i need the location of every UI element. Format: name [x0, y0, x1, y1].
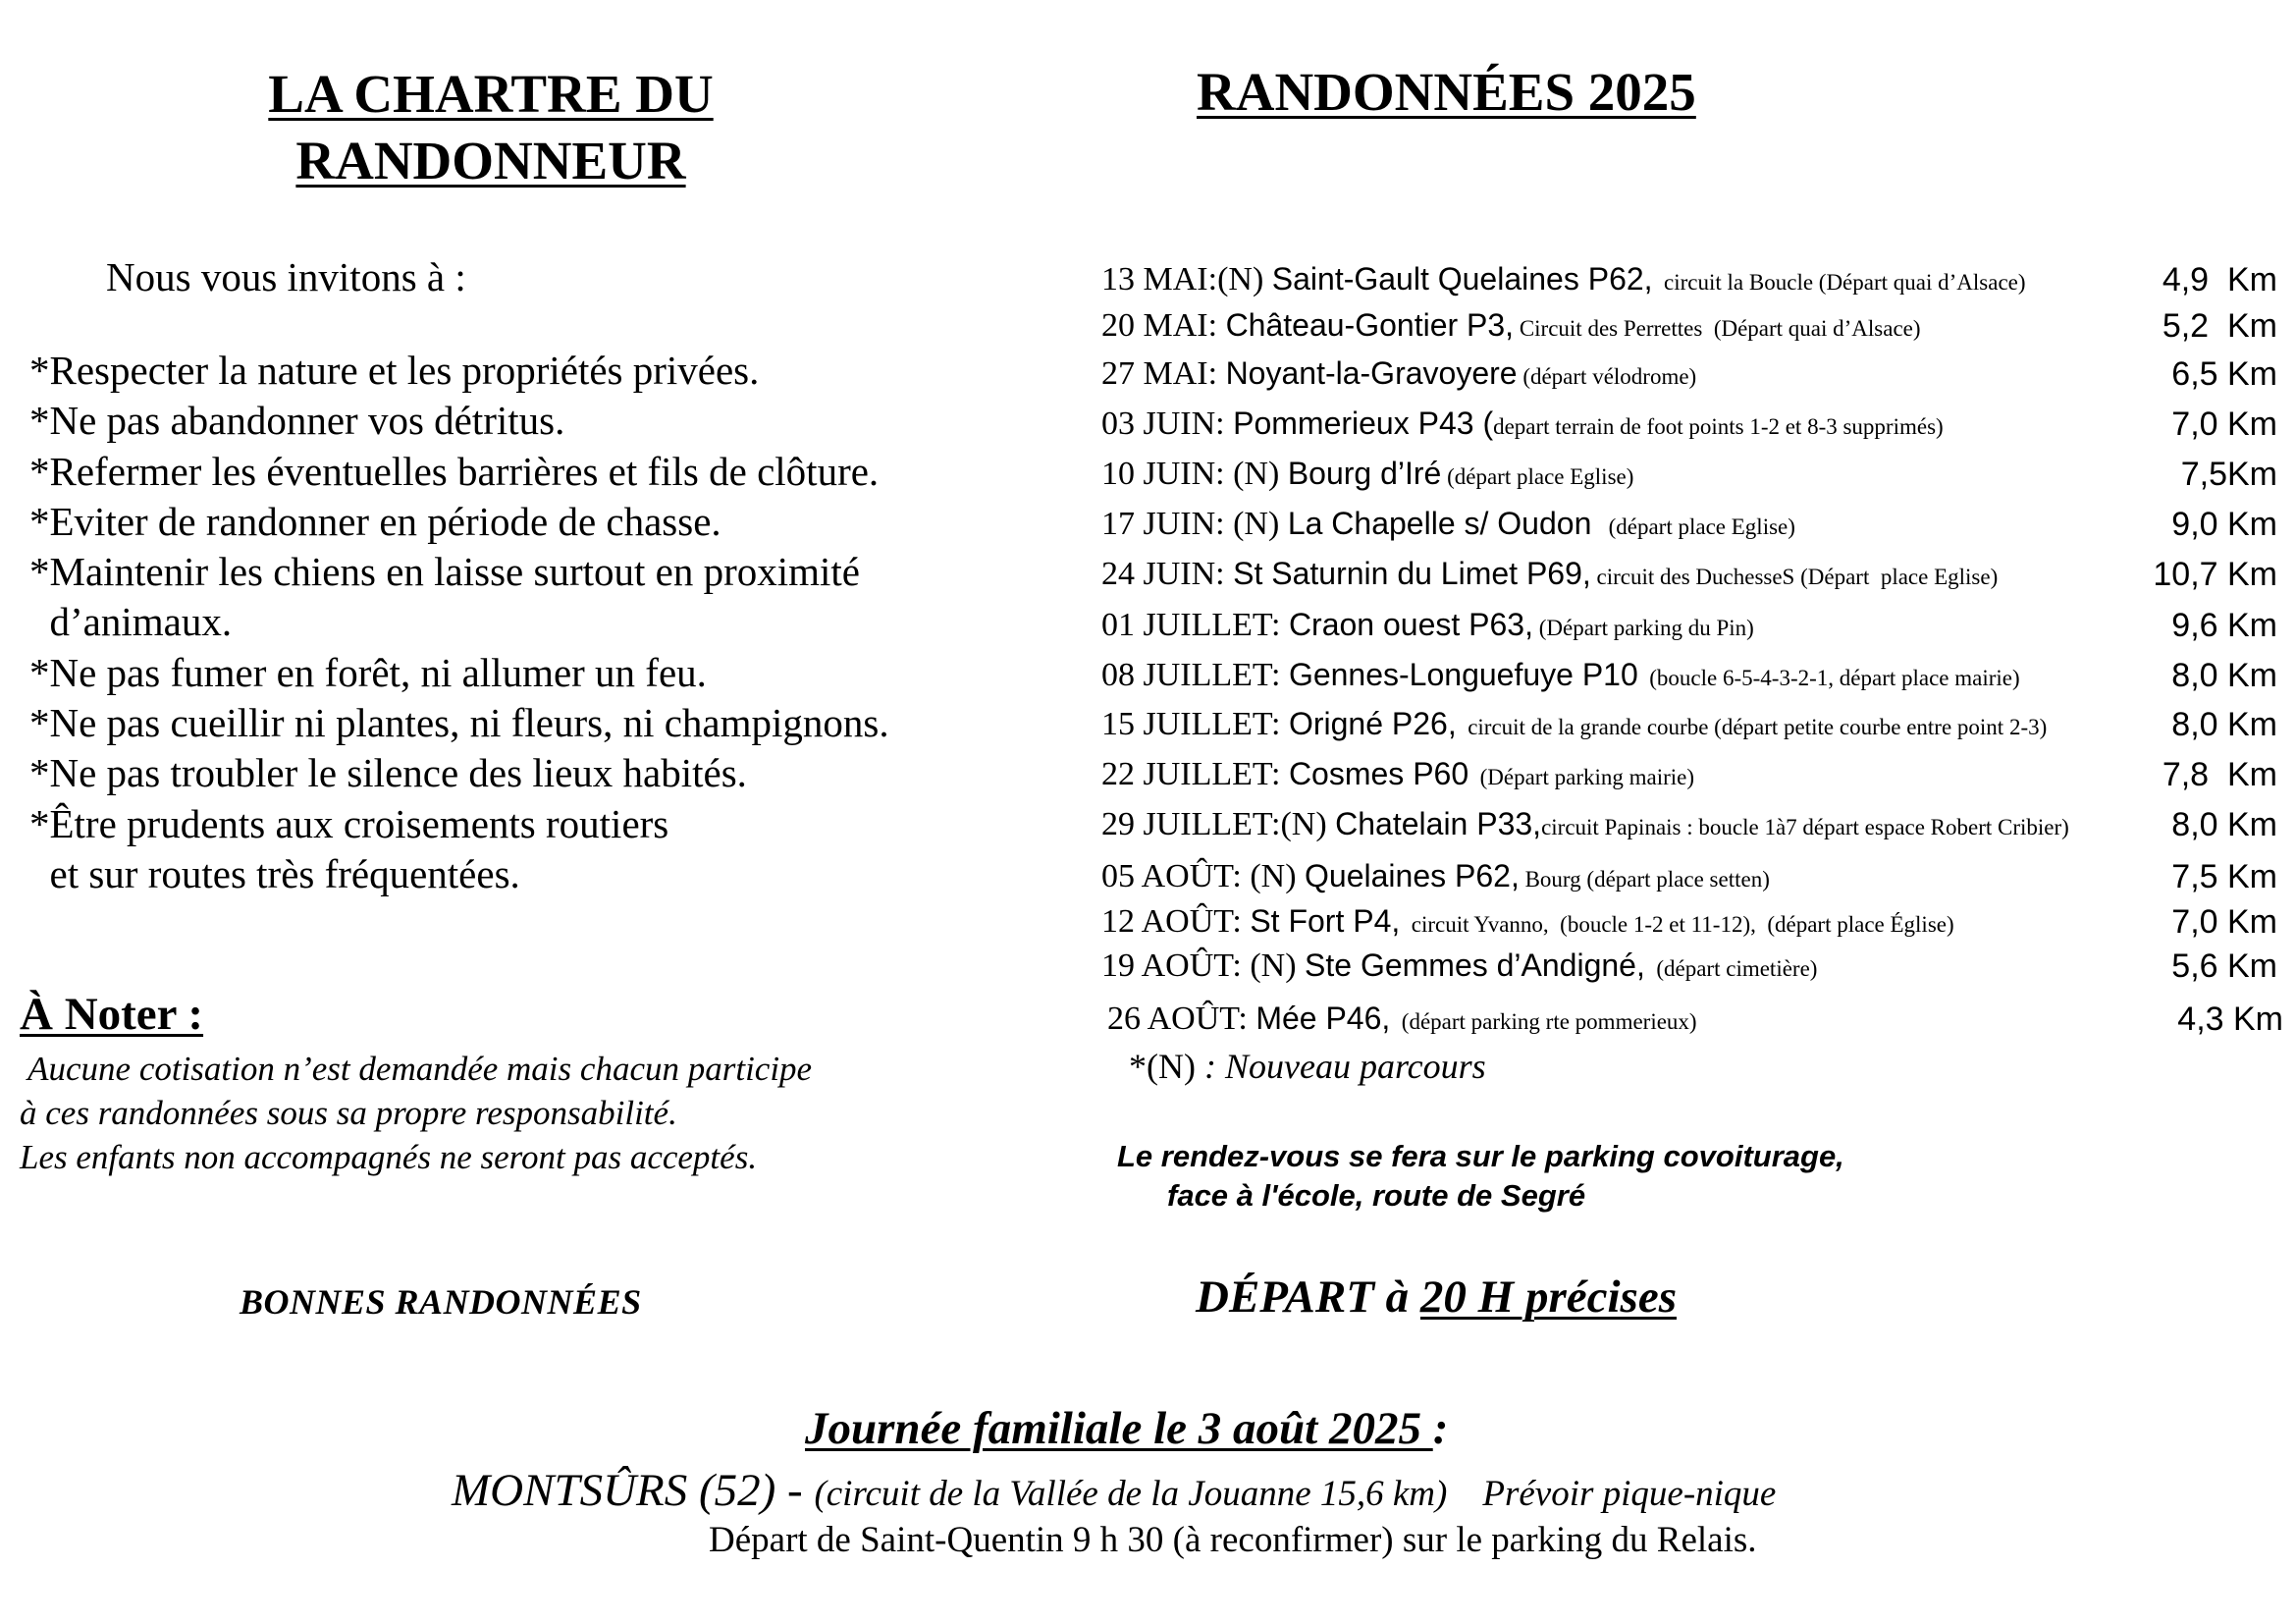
hike-distance: 7,0 Km [2171, 903, 2277, 941]
hike-details: circuit Papinais : boucle 1à7 départ espace Robert Cribier) [1541, 815, 2069, 839]
hike-details: (départ cimetière) [1644, 956, 1818, 981]
hike-place: Noyant-la-Gravoyere [1225, 355, 1518, 391]
hike-description [1101, 406, 1944, 443]
hike-new-marker: (N) [1250, 947, 1306, 984]
note-title: À Noter : [20, 989, 204, 1040]
hike-place: La Chapelle s/ Oudon [1287, 506, 1592, 541]
hike-details: depart terrain de foot points 1-2 et 8-3 supprimés) [1493, 414, 1944, 439]
hike-date: 24 JUIN: [1101, 556, 1234, 592]
hike-new-marker: (N) [1233, 506, 1288, 542]
hike-description [1101, 456, 1633, 493]
hike-place: Mée P46, [1255, 1001, 1391, 1036]
note-line: Aucune cotisation n’est demandée mais chacun participe [20, 1050, 813, 1088]
hike-date: 08 JUILLET: [1101, 657, 1289, 693]
departure-hour: 20 H précises [1419, 1271, 1677, 1323]
hike-details: circuit de la grande courbe (départ petite courbe entre point 2-3) [1456, 715, 2048, 739]
hike-row [1101, 307, 2277, 354]
charter-rule: d’animaux. [29, 599, 233, 645]
meeting-point [1117, 1137, 1844, 1216]
hike-details: (départ place Eglise) [1591, 514, 1795, 539]
hike-description [1101, 706, 2047, 743]
hike-row [1101, 355, 2277, 403]
hike-new-marker: (N) [1233, 456, 1288, 492]
hike-row [1101, 858, 2277, 905]
hike-date: 17 JUIN: [1101, 506, 1234, 542]
family-day-circuit: (circuit de la Vallée de la Jouanne 15,6 km) [814, 1474, 1448, 1514]
charter-rule: et sur routes très fréquentées. [29, 850, 520, 896]
family-day-location-line [452, 1464, 1776, 1517]
legend-text: : Nouveau parcours [1195, 1047, 1486, 1086]
hike-date: 22 JUILLET: [1101, 756, 1289, 792]
hike-date: 15 JUILLET: [1101, 706, 1289, 742]
hike-description [1101, 607, 1754, 644]
hike-description [1107, 1001, 1697, 1038]
hike-row [1101, 456, 2277, 503]
hike-row [1101, 756, 2277, 803]
legend-marker: *(N) [1129, 1047, 1196, 1086]
family-day-title [805, 1402, 1448, 1455]
hike-details: (départ parking rte pommerieux) [1390, 1009, 1697, 1034]
hike-description [1101, 806, 2069, 843]
hike-row [1101, 947, 2277, 995]
hike-place: Ste Gemmes d’Andigné, [1305, 947, 1645, 983]
hike-distance: 7,0 Km [2171, 406, 2277, 443]
hike-row [1101, 706, 2277, 753]
hike-date: 03 JUIN: [1101, 406, 1234, 442]
hike-distance: 5,6 Km [2171, 947, 2277, 985]
charter-rules-list [29, 346, 889, 899]
hike-row [1101, 506, 2277, 553]
hike-distance: 7,5Km [2180, 456, 2277, 493]
hike-row [1101, 261, 2277, 308]
family-day-title-colon: : [1432, 1403, 1449, 1454]
note-line: à ces randonnées sous sa propre responsabilité. [20, 1094, 677, 1132]
hike-place: Gennes-Longuefuye P10 [1288, 657, 1638, 692]
charter-rule: *Ne pas troubler le silence des lieux habités. [29, 750, 747, 796]
hike-place: Chatelain P33, [1335, 806, 1542, 841]
family-day-title-text: Journée familiale le 3 août 2025 [805, 1403, 1433, 1454]
family-day-picnic: Prévoir pique-nique [1482, 1474, 1777, 1514]
closing-wish: BONNES RANDONNÉES [240, 1282, 642, 1322]
hike-description [1101, 947, 1817, 985]
hike-distance: 6,5 Km [2171, 355, 2277, 393]
hike-description [1101, 903, 1954, 941]
hike-row [1101, 657, 2277, 704]
hike-description [1101, 261, 2026, 298]
hike-details: circuit des DuchesseS (Départ place Eglise) [1590, 565, 1999, 589]
hike-new-marker: (N) [1280, 806, 1336, 842]
charter-rule: *Eviter de randonner en période de chasse. [29, 498, 721, 544]
charter-rule: *Ne pas cueillir ni plantes, ni fleurs, ni champignons. [29, 700, 889, 746]
hike-distance: 7,5 Km [2171, 858, 2277, 895]
hike-place: Craon ouest P63, [1288, 607, 1533, 642]
hike-place: Saint-Gault Quelaines P62, [1271, 261, 1653, 297]
charter-title-line2: RANDONNEUR [295, 131, 686, 190]
charter-title-line1: LA CHARTRE DU [268, 64, 714, 124]
charter-rule: *Refermer les éventuelles barrières et fils de clôture. [29, 448, 880, 494]
hike-date: 19 AOÛT: [1101, 947, 1251, 984]
hike-details: Circuit des Perrettes (Départ quai d’Alsace) [1514, 316, 1921, 341]
hike-distance: 5,2 Km [2162, 307, 2277, 345]
note-text [20, 1047, 812, 1179]
note-line: Les enfants non accompagnés ne seront pas acceptés. [20, 1138, 758, 1176]
hike-row [1101, 556, 2277, 603]
hike-details: (Départ parking mairie) [1468, 765, 1695, 789]
schedule-title: RANDONNÉES 2025 [1197, 62, 1696, 122]
legend [1129, 1046, 1486, 1087]
hike-distance: 10,7 Km [2153, 556, 2277, 593]
hike-place: St Saturnin du Limet P69, [1233, 556, 1591, 591]
hike-description [1101, 756, 1694, 793]
hike-date: 20 MAI: [1101, 307, 1226, 344]
hike-row [1101, 607, 2277, 654]
hike-place: Cosmes P60 [1288, 756, 1469, 791]
hike-date: 01 JUILLET: [1101, 607, 1289, 643]
hike-distance: 8,0 Km [2171, 806, 2277, 843]
hike-place: Pommerieux P43 ( [1233, 406, 1494, 441]
hike-row [1101, 406, 2277, 453]
hike-distance: 9,0 Km [2171, 506, 2277, 543]
charter-rule: *Être prudents aux croisements routiers [29, 800, 669, 846]
family-day-departure: Départ de Saint-Quentin 9 h 30 (à reconfirmer) sur le parking du Relais. [709, 1520, 1757, 1560]
hike-place: Bourg d’Iré [1287, 456, 1442, 491]
hike-new-marker: (N) [1217, 261, 1272, 298]
charter-rule: *Ne pas fumer en forêt, ni allumer un feu. [29, 649, 707, 695]
hike-date: 27 MAI: [1101, 355, 1226, 392]
hike-distance: 8,0 Km [2171, 706, 2277, 743]
hike-details: circuit la Boucle (Départ quai d’Alsace) [1652, 270, 2026, 295]
hike-distance: 4,9 Km [2162, 261, 2277, 298]
hike-details: (boucle 6-5-4-3-2-1, départ place mairie) [1637, 666, 2020, 690]
hike-date: 10 JUIN: [1101, 456, 1234, 492]
meeting-line-1: Le rendez-vous se fera sur le parking covoiturage, [1117, 1139, 1844, 1173]
charter-title [196, 61, 785, 194]
hike-date: 26 AOÛT: [1107, 1001, 1256, 1037]
hike-distance: 7,8 Km [2162, 756, 2277, 793]
hike-details: Bourg (départ place setten) [1519, 867, 1770, 892]
hike-description [1101, 556, 1998, 593]
family-day-location: MONTSÛRS (52) - [452, 1465, 815, 1516]
hike-description [1101, 506, 1795, 543]
hike-row [1107, 1001, 2283, 1048]
hike-place: St Fort P4, [1250, 903, 1401, 939]
hike-distance: 8,0 Km [2171, 657, 2277, 694]
hike-new-marker: (N) [1250, 858, 1306, 894]
charter-intro: Nous vous invitons à : [106, 254, 466, 299]
charter-rule: *Respecter la nature et les propriétés privées. [29, 348, 760, 393]
hike-details: (départ place Eglise) [1441, 464, 1634, 489]
hike-date: 29 JUILLET: [1101, 806, 1281, 842]
hike-place: Château-Gontier P3, [1225, 307, 1515, 343]
hike-date: 13 MAI: [1101, 261, 1218, 298]
hike-date: 05 AOÛT: [1101, 858, 1251, 894]
hike-description [1101, 307, 1921, 345]
hike-row [1101, 903, 2277, 950]
hike-row [1101, 806, 2277, 853]
hike-details: (départ vélodrome) [1517, 364, 1697, 389]
charter-rule: *Maintenir les chiens en laisse surtout en proximité [29, 549, 861, 595]
hike-place: Origné P26, [1288, 706, 1457, 741]
departure-prefix: DÉPART à [1196, 1271, 1420, 1323]
hike-description [1101, 858, 1770, 895]
departure-time [1196, 1271, 1677, 1324]
hike-description [1101, 657, 2020, 694]
hike-description [1101, 355, 1696, 393]
charter-rule: *Ne pas abandonner vos détritus. [29, 398, 565, 444]
hike-details: circuit Yvanno, (boucle 1-2 et 11-12), (départ place Église) [1400, 912, 1954, 937]
hike-details: (Départ parking du Pin) [1532, 616, 1754, 640]
meeting-line-2: face à l'école, route de Segré [1167, 1178, 1586, 1213]
hike-distance: 9,6 Km [2171, 607, 2277, 644]
hike-place: Quelaines P62, [1305, 858, 1520, 893]
hike-date: 12 AOÛT: [1101, 903, 1251, 940]
hike-distance: 4,3 Km [2177, 1001, 2283, 1038]
